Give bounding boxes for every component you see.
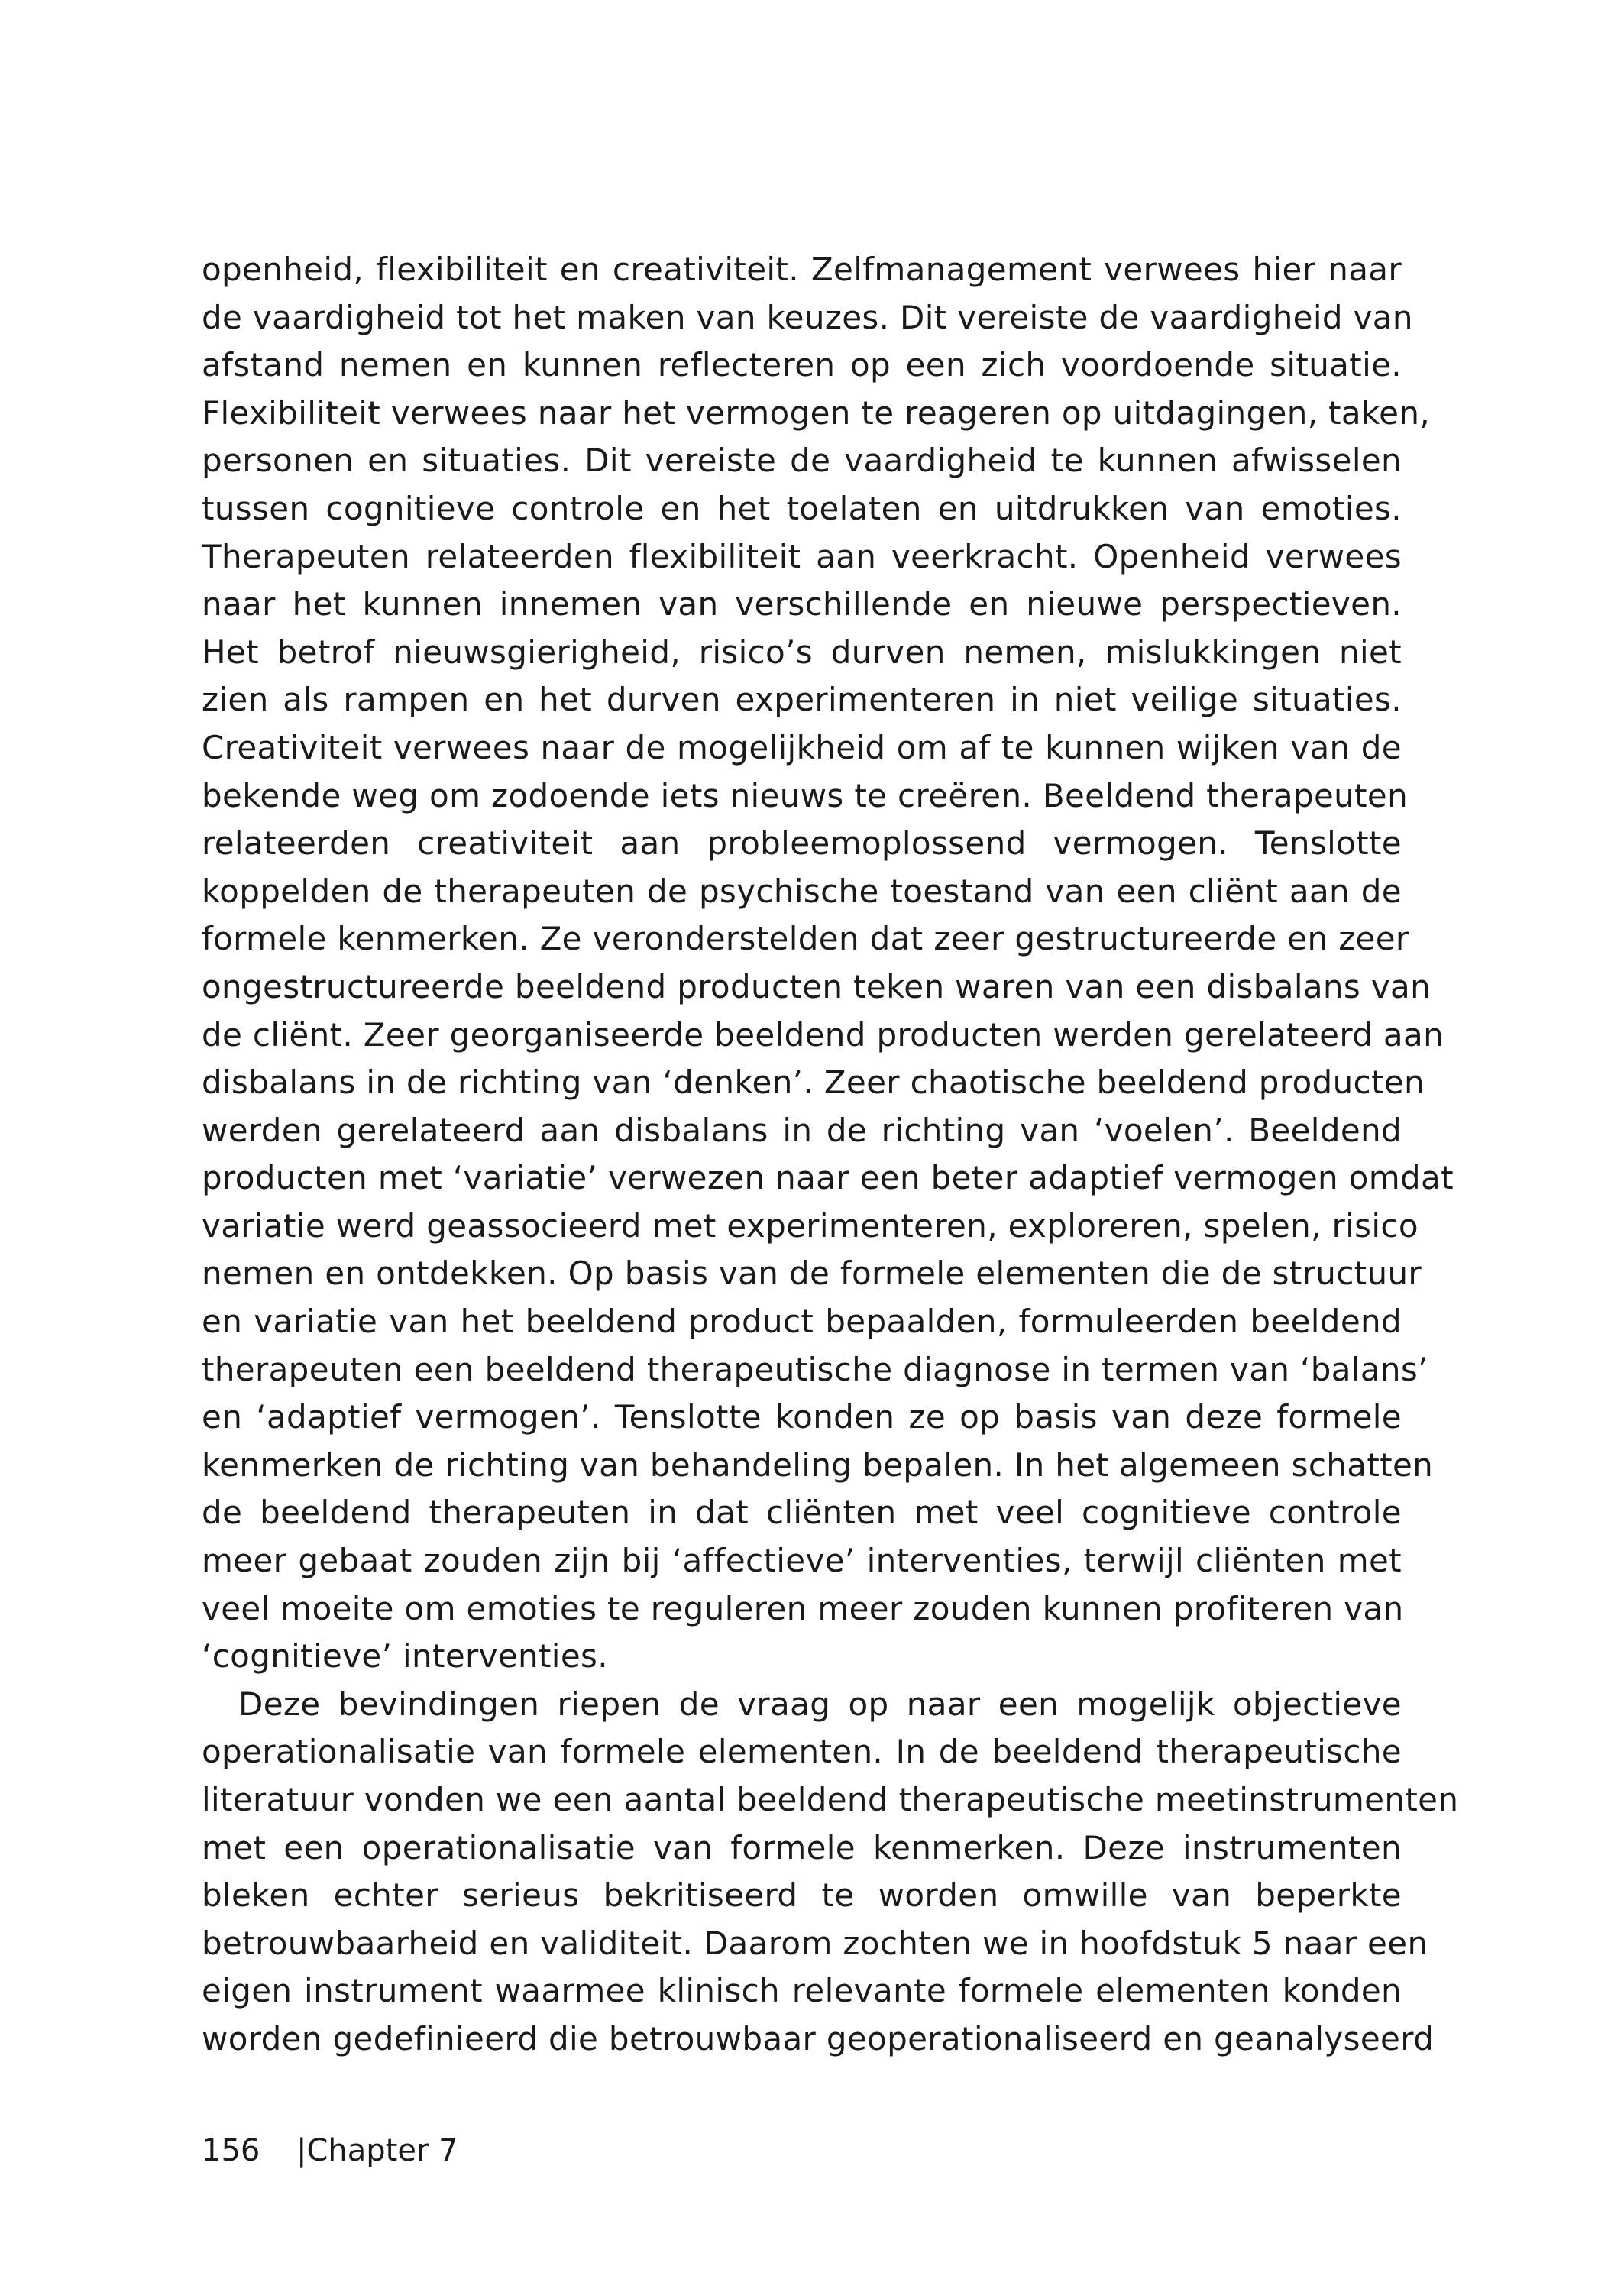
text-line: producten met ‘variatie’ verwezen naar een beter adaptief vermogen omdat [202,1159,1454,1197]
text-line: nemen en ontdekken. Op basis van de formele elementen die de structuur [202,1254,1422,1293]
text-line: werden gerelateerd aan disbalans in de richting van ‘voelen’. Beeldend [202,1111,1402,1149]
text-line: Deze bevindingen riepen de vraag op naar een mogelijk objectieve [238,1685,1402,1723]
text-line: naar het kunnen innemen van verschillende en nieuwe perspectieven. [202,585,1402,623]
page-number: 156 [202,2133,260,2168]
text-line: Therapeuten relateerden flexibiliteit aan veerkracht. Openheid verwees [202,537,1402,575]
text-line: tussen cognitieve controle en het toelaten en uitdrukken van emoties. [202,489,1402,527]
body-text [202,246,1459,2064]
text-line: relateerden creativiteit aan probleemoplossend vermogen. Tenslotte [202,824,1402,863]
text-line: Het betrof nieuwsgierigheid, risico’s durven nemen, mislukkingen niet [202,633,1402,671]
text-line: ‘cognitieve’ interventies. [202,1637,608,1675]
text-line: met een operationalisatie van formele kenmerken. Deze instrumenten [202,1828,1402,1866]
text-line: operationalisatie van formele elementen. In de beeldend therapeutische [202,1733,1402,1771]
text-line: bleken echter serieus bekritiseerd te worden omwille van beperkte [202,1876,1402,1915]
text-line: zien als rampen en het durven experimenteren in niet veilige situaties. [202,681,1402,719]
text-line: en ‘adaptief vermogen’. Tenslotte konden ze op basis van deze formele [202,1398,1402,1436]
footer-separator: | [296,2133,307,2168]
text-line: Creativiteit verwees naar de mogelijkheid om af te kunnen wijken van de [202,728,1402,766]
text-line: openheid, flexibiliteit en creativiteit. Zelfmanagement verwees hier naar [202,251,1402,288]
text-line: worden gedefinieerd die betrouwbaar geoperationaliseerd en geanalyseerd [202,2019,1435,2057]
text-line: bekende weg om zodoende iets nieuws te creëren. Beeldend therapeuten [202,776,1409,814]
text-line: de cliënt. Zeer georganiseerde beeldend producten werden gerelateerd aan [202,1015,1444,1054]
text-line: en variatie van het beeldend product bepaalden, formuleerden beeldend [202,1303,1402,1341]
text-line: afstand nemen en kunnen reflecteren op een zich voordoende situatie. [202,346,1402,384]
text-line: variatie werd geassocieerd met experimenteren, exploreren, spelen, risico [202,1206,1419,1245]
text-line: personen en situaties. Dit vereiste de vaardigheid te kunnen afwisselen [202,442,1402,480]
text-line: Flexibiliteit verwees naar het vermogen te reageren op uitdagingen, taken, [202,393,1431,432]
text-line: ongestructureerde beeldend producten teken waren van een disbalans van [202,967,1432,1005]
text-line: kenmerken de richting van behandeling bepalen. In het algemeen schatten [202,1445,1434,1484]
text-line: eigen instrument waarmee klinisch relevante formele elementen konden [202,1972,1402,2010]
text-line: de beeldend therapeuten in dat cliënten met veel cognitieve controle [202,1494,1402,1532]
text-line: meer gebaat zouden zijn bij ‘affectieve’ interventies, terwijl cliënten met [202,1542,1402,1580]
paragraph-1 [202,246,1454,1681]
text-line: therapeuten een beeldend therapeutische diagnose in termen van ‘balans’ [202,1350,1428,1388]
page-footer [202,2132,458,2170]
paragraph-2 [202,1681,1459,2064]
text-line: betrouwbaarheid en validiteit. Daarom zochten we in hoofdstuk 5 naar een [202,1924,1428,1962]
text-line: koppelden de therapeuten de psychische toestand van een cliënt aan de [202,872,1402,910]
text-line: veel moeite om emoties te reguleren meer zouden kunnen profiteren van [202,1589,1404,1627]
text-line: de vaardigheid tot het maken van keuzes. Dit vereiste de vaardigheid van [202,298,1413,336]
text-line: formele kenmerken. Ze veronderstelden dat zeer gestructureerde en zeer [202,920,1409,958]
running-title: Chapter 7 [306,2133,458,2168]
text-line: disbalans in de richting van ‘denken’. Zeer chaotische beeldend producten [202,1063,1425,1102]
text-line: literatuur vonden we een aantal beeldend therapeutische meetinstrumenten [202,1781,1459,1818]
